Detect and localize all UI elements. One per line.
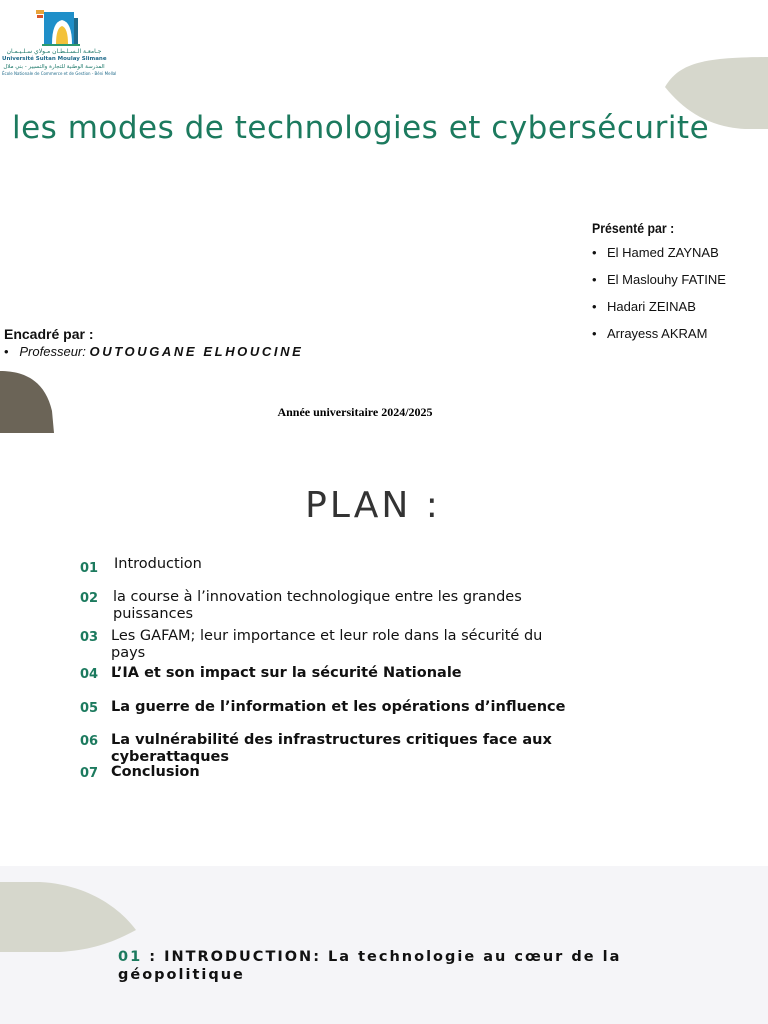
plan-item-number: 05 bbox=[80, 701, 99, 716]
logo-school-name: École Nationale de Commerce et de Gestion - Béni Mellal bbox=[2, 71, 117, 76]
supervised-by-block bbox=[4, 326, 303, 359]
presenter-name: • Arrayess AKRAM bbox=[592, 326, 726, 353]
plan-item-text: Introduction bbox=[114, 556, 202, 572]
decorative-dark-shape bbox=[0, 371, 56, 433]
plan-item-number: 07 bbox=[80, 766, 99, 781]
plan-item-text: Les GAFAM; leur importance et leur role dans la sécurité du pays bbox=[111, 628, 543, 661]
plan-item-number: 03 bbox=[80, 630, 99, 645]
plan-item-text: la course à l’innovation technologique entre les grandes puissances bbox=[113, 589, 522, 622]
plan-item-number: 02 bbox=[80, 591, 99, 606]
logo-arabic-name: جـامعـة الـسـلـطـان مـولاي سـلـيـمـان bbox=[6, 48, 102, 55]
presentation-title: les modes de technologies et cybersécurite bbox=[12, 110, 710, 146]
decorative-leaf-shape bbox=[0, 882, 140, 954]
title-slide bbox=[0, 0, 768, 433]
presented-by-block bbox=[592, 220, 726, 353]
bullet: • bbox=[4, 344, 20, 359]
plan-item-text: Conclusion bbox=[111, 764, 200, 780]
presenter-list bbox=[592, 245, 726, 353]
presenter-name: • El Hamed ZAYNAB bbox=[592, 245, 726, 272]
section-slide bbox=[0, 866, 768, 1024]
plan-item-text: La vulnérabilité des infrastructures critiques face aux cyberattaques bbox=[111, 732, 552, 765]
supervisor-role: Professeur: bbox=[19, 344, 86, 359]
plan-item-number: 04 bbox=[80, 667, 99, 682]
logo-arabic-school: المدرسة الوطنية للتجارة والتسيير - بني ملال bbox=[3, 64, 105, 70]
plan-item-text: La guerre de l’information et les opérations d’influence bbox=[111, 699, 566, 715]
academic-year: Année universitaire 2024/2025 bbox=[277, 405, 433, 419]
supervised-by-heading: Encadré par : bbox=[4, 326, 94, 342]
supervisor-name: OUTOUGANE ELHOUCINE bbox=[89, 344, 304, 359]
plan-slide bbox=[0, 433, 768, 866]
university-emblem-icon bbox=[34, 8, 82, 48]
university-logo bbox=[2, 8, 117, 78]
supervisor-line bbox=[4, 344, 303, 359]
presenter-name: • El Maslouhy FATINE bbox=[592, 272, 726, 299]
plan-item-number: 01 bbox=[80, 561, 99, 576]
section-title-text: : INTRODUCTION: La technologie au cœur de la géopolitique bbox=[118, 949, 622, 983]
plan-item-number: 06 bbox=[80, 734, 99, 749]
section-number: 01 bbox=[118, 949, 143, 965]
logo-university-name: Université Sultan Moulay Slimane bbox=[2, 56, 107, 62]
plan-title: PLAN : bbox=[305, 485, 441, 526]
presented-by-heading: Présenté par : bbox=[592, 220, 675, 236]
presenter-name: • Hadari ZEINAB bbox=[592, 299, 726, 326]
plan-item-text: L’IA et son impact sur la sécurité Nationale bbox=[111, 665, 462, 681]
section-title bbox=[118, 948, 718, 984]
